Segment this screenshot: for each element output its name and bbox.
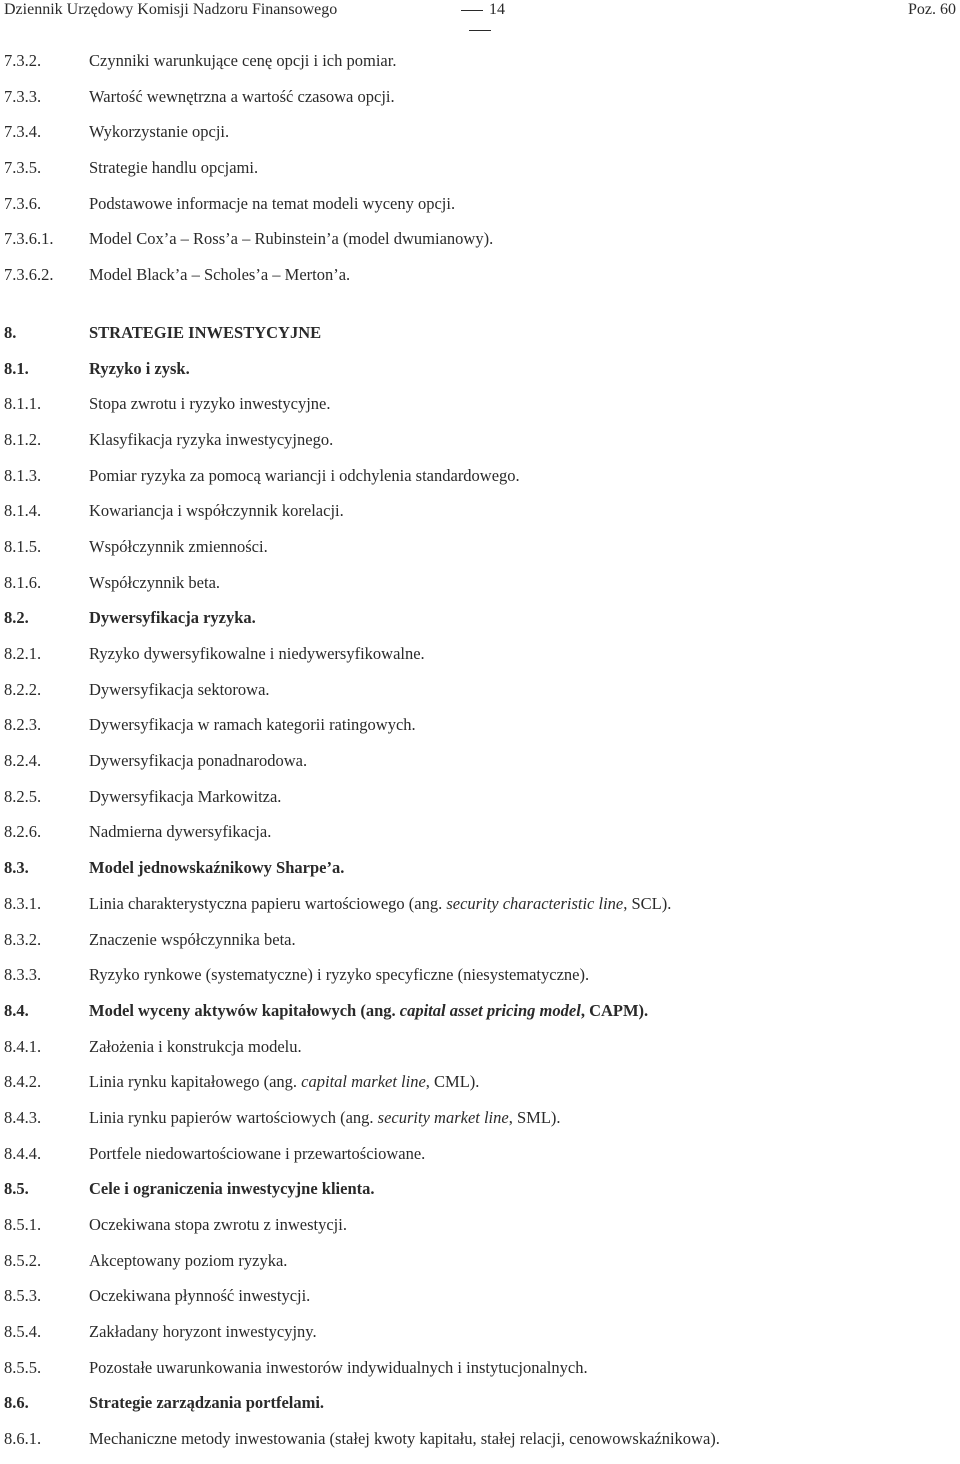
- toc-entry-number: 8.1.4.: [4, 501, 42, 521]
- toc-entry-title-italic: security characteristic line: [446, 893, 624, 913]
- toc-entry-title-part: Wartość wewnętrzna a wartość czasowa opcji.: [89, 86, 395, 106]
- toc-entry: [4, 1321, 944, 1357]
- toc-entry-number: 8.1.2.: [4, 429, 42, 449]
- toc-entry-title: [89, 1285, 310, 1307]
- toc-entry-title: [89, 643, 425, 665]
- toc-entry-number: 7.3.3.: [4, 86, 42, 106]
- toc-entry-number: 8.5.3.: [4, 1286, 42, 1306]
- toc-entry-title: [89, 1143, 425, 1165]
- page-number-text: 14: [489, 1, 505, 18]
- toc-entry-title: [89, 572, 220, 594]
- toc-entry: [4, 1036, 944, 1072]
- toc-entry-title-part: Współczynnik zmienności.: [89, 536, 268, 556]
- toc-entry-title-part: Czynniki warunkujące cenę opcji i ich pomiar.: [89, 51, 397, 70]
- toc-entry-number: 8.4.2.: [4, 1072, 42, 1092]
- toc-entry-title-part: Dywersyfikacja ponadnarodowa.: [89, 751, 308, 771]
- toc-entry: [4, 536, 944, 572]
- toc-entry: [4, 1071, 944, 1107]
- toc-entry-number: 8.4.1.: [4, 1036, 42, 1056]
- toc-entry-title: [89, 607, 256, 629]
- toc-entry-title: [89, 393, 331, 415]
- toc-entry-title-part: Linia charakterystyczna papieru wartościowego (ang.: [89, 893, 447, 913]
- toc-entry-title-part: Wykorzystanie opcji.: [89, 122, 230, 142]
- toc-entry-number: 8.5.1.: [4, 1215, 42, 1234]
- toc-entry-number: 7.3.6.2.: [4, 265, 54, 285]
- toc-entry-title: [89, 964, 589, 986]
- toc-entry-number: 8.2.2.: [4, 679, 42, 699]
- toc-entry-number: 8.5.2.: [4, 1250, 42, 1270]
- toc-entry: [4, 264, 944, 300]
- toc-entry: [4, 964, 944, 1000]
- toc-entry: [4, 358, 944, 394]
- toc-entry: [4, 500, 944, 536]
- toc-entry: [4, 228, 944, 264]
- toc-entry-number: 8.1.5.: [4, 536, 42, 556]
- toc-entry-title-part: , CML).: [425, 1072, 480, 1092]
- toc-entry-title: [89, 121, 229, 143]
- toc-entry-number: 8.2.3.: [4, 715, 42, 735]
- toc-entry-title-part: Założenia i konstrukcja modelu.: [89, 1036, 302, 1056]
- toc-entry-number: 8.2.4.: [4, 751, 42, 771]
- toc-entry-number: 8.3.1.: [4, 893, 42, 913]
- toc-entry-title-part: , SCL).: [623, 893, 672, 913]
- toc-entry: [4, 121, 944, 157]
- toc-entry-title-part: Znaczenie współczynnika beta.: [89, 929, 296, 949]
- toc-entry-title-part: Linia rynku papierów wartościowych (ang.: [89, 1107, 378, 1127]
- toc-entry-title-part: Akceptowany poziom ryzyka.: [89, 1250, 288, 1270]
- page-number: [440, 0, 520, 40]
- toc-entry-title-part: Ryzyko dywersyfikowalne i niedywersyfikowalne.: [89, 644, 425, 663]
- toc-entry-title: [89, 50, 396, 72]
- toc-entry-number: 8.2.6.: [4, 822, 42, 842]
- toc-entry-title: [89, 1000, 648, 1022]
- toc-entry-title-part: Model jednowskaźnikowy Sharpe’a.: [89, 858, 345, 878]
- toc-entry-title-part: , SML).: [508, 1107, 561, 1127]
- toc-entry-title-part: Nadmierna dywersyfikacja.: [89, 822, 272, 842]
- toc-entry-title-part: Oczekiwana stopa zwrotu z inwestycji.: [89, 1215, 347, 1234]
- toc-entry-title: [89, 1250, 287, 1272]
- toc-entry-number: 8.2.1.: [4, 644, 42, 663]
- dash-right: [469, 30, 491, 31]
- toc-entry-title: [89, 1036, 302, 1058]
- toc-entry: [4, 1000, 944, 1036]
- toc-entry-title-italic: security market line: [377, 1107, 509, 1127]
- toc-entry-title: [89, 893, 671, 915]
- toc-entry-title: [89, 193, 455, 215]
- toc-entry-title-part: Pomiar ryzyka za pomocą wariancji i odchylenia standardowego.: [89, 465, 520, 485]
- toc-entry: [4, 465, 944, 501]
- toc-entry: [4, 1285, 944, 1321]
- toc-entry-number: 7.3.5.: [4, 158, 42, 178]
- toc-entry-title-part: Podstawowe informacje na temat modeli wyceny opcji.: [89, 193, 456, 213]
- toc-entry-title-part: Dywersyfikacja ryzyka.: [89, 608, 256, 628]
- toc-entry-title: [89, 1392, 324, 1414]
- toc-entry-number: 7.3.6.1.: [4, 229, 54, 249]
- toc-entry-number: 8.6.1.: [4, 1429, 42, 1449]
- toc-entry: [4, 572, 944, 608]
- toc-entry-title: [89, 157, 258, 179]
- toc-entry-title-part: Strategie handlu opcjami.: [89, 158, 259, 178]
- toc-entry: [4, 429, 944, 465]
- toc-entry-number: 8.6.: [4, 1393, 29, 1413]
- toc-entry-number: 8.1.6.: [4, 572, 42, 592]
- toc-entry: [4, 1428, 944, 1464]
- toc-entry-title: [89, 1071, 479, 1093]
- toc-entry-number: 8.2.: [4, 608, 29, 628]
- toc-entry-title: [89, 322, 321, 344]
- toc-entry: [4, 157, 944, 193]
- toc-entry: [4, 857, 944, 893]
- toc-entry-title-part: , CAPM).: [580, 1000, 649, 1020]
- toc-entry-title-part: Współczynnik beta.: [89, 572, 221, 592]
- toc-entry: [4, 86, 944, 122]
- toc-entry-title-part: Model Cox’a – Ross’a – Rubinstein’a (model dwumianowy).: [89, 229, 494, 249]
- toc-entry-title-part: Portfele niedowartościowane i przewartościowane.: [89, 1143, 426, 1163]
- toc-entry-title: [89, 465, 520, 487]
- toc-entry-number: 8.: [4, 322, 17, 342]
- toc-entry-title: [89, 786, 281, 808]
- toc-entry-title-part: Kowariancja i współczynnik korelacji.: [89, 501, 344, 521]
- toc-entry: [4, 821, 944, 857]
- toc-entry: [4, 393, 944, 429]
- toc-entry-title: [89, 929, 296, 951]
- toc-entry-number: 8.5.: [4, 1179, 29, 1199]
- toc-entry: [4, 679, 944, 715]
- toc-entry-title-part: Ryzyko rynkowe (systematyczne) i ryzyko specyficzne (niesystematyczne).: [89, 965, 590, 985]
- toc-entry-title-part: Cele i ograniczenia inwestycyjne klienta.: [89, 1179, 375, 1199]
- toc-entry: [4, 607, 944, 643]
- toc-entry-title: [89, 714, 416, 736]
- toc-entry-title-part: Pozostałe uwarunkowania inwestorów indywidualnych i instytucjonalnych.: [89, 1357, 588, 1377]
- toc-entry-number: 8.4.3.: [4, 1107, 42, 1127]
- toc-entry-number: 8.2.5.: [4, 786, 42, 806]
- toc-entry-title: [89, 228, 493, 250]
- toc-entry: [4, 714, 944, 750]
- toc-entry-number: 7.3.2.: [4, 51, 42, 70]
- toc-entry: [4, 786, 944, 822]
- toc-entry-title: [89, 358, 190, 380]
- toc-entry-title-italic: capital asset pricing model: [399, 1000, 581, 1020]
- toc-entry-title: [89, 500, 344, 522]
- page-header: [0, 0, 960, 24]
- toc-entry: [4, 50, 944, 86]
- toc-entry: [4, 322, 944, 358]
- position-number: Poz. 60: [908, 1, 956, 18]
- toc-entry-title-part: Mechaniczne metody inwestowania (stałej kwoty kapitału, stałej relacji, cenowowskaźnikowa).: [89, 1429, 720, 1449]
- toc-entry: [4, 643, 944, 679]
- toc-entry-title-part: Ryzyko i zysk.: [89, 358, 190, 378]
- toc-entry-title: [89, 1178, 375, 1200]
- toc-entry-title-part: Oczekiwana płynność inwestycji.: [89, 1286, 311, 1306]
- toc-entry: [4, 1107, 944, 1143]
- toc-entry-number: 8.3.3.: [4, 965, 42, 985]
- toc-entry-title-part: Linia rynku kapitałowego (ang.: [89, 1072, 302, 1092]
- toc-entry-title: [89, 1321, 317, 1343]
- toc-entry-title: [89, 86, 395, 108]
- toc-entry: [4, 1357, 944, 1393]
- toc-entry-title: [89, 264, 350, 286]
- toc-entry: [4, 893, 944, 929]
- toc-entry-title: [89, 679, 270, 701]
- toc-entry-number: 8.1.: [4, 358, 29, 378]
- toc-entry-title-italic: capital market line: [301, 1072, 426, 1092]
- toc-entry: [4, 1214, 944, 1250]
- table-of-contents: [4, 50, 944, 1464]
- toc-entry: [4, 1178, 944, 1214]
- toc-entry-title-part: Model Black’a – Scholes’a – Merton’a.: [89, 265, 351, 285]
- toc-entry-number: 8.4.4.: [4, 1143, 42, 1163]
- toc-entry-number: 7.3.6.: [4, 193, 42, 213]
- toc-entry-title-part: Dywersyfikacja w ramach kategorii ratingowych.: [89, 715, 416, 735]
- toc-entry-title-part: Model wyceny aktywów kapitałowych (ang.: [89, 1000, 400, 1020]
- toc-entry-number: 8.1.1.: [4, 394, 42, 414]
- toc-entry-number: 8.1.3.: [4, 465, 42, 485]
- toc-entry-number: 8.4.: [4, 1000, 29, 1020]
- toc-entry-title: [89, 1107, 561, 1129]
- toc-entry: [4, 1392, 944, 1428]
- toc-entry-title-part: Dywersyfikacja Markowitza.: [89, 786, 282, 806]
- toc-entry-title: [89, 1214, 347, 1236]
- toc-entry-title: [89, 750, 307, 772]
- toc-entry-number: 8.5.5.: [4, 1357, 42, 1377]
- toc-entry: [4, 1143, 944, 1179]
- toc-entry-title: [89, 857, 344, 879]
- toc-entry-number: 8.3.2.: [4, 929, 42, 949]
- toc-entry-number: 8.5.4.: [4, 1322, 42, 1342]
- toc-entry-title-part: Dywersyfikacja sektorowa.: [89, 679, 270, 699]
- toc-entry-title-part: STRATEGIE INWESTYCYJNE: [89, 322, 322, 342]
- journal-title: Dziennik Urzędowy Komisji Nadzoru Finansowego: [4, 1, 338, 18]
- toc-entry-title: [89, 1357, 588, 1379]
- toc-entry: [4, 929, 944, 965]
- toc-entry-title: [89, 429, 333, 451]
- toc-entry-title: [89, 821, 271, 843]
- toc-entry-title: [89, 536, 268, 558]
- dash-left: [461, 10, 483, 11]
- toc-entry-title-part: Stopa zwrotu i ryzyko inwestycyjne.: [89, 394, 331, 414]
- toc-entry-number: 8.3.: [4, 858, 29, 878]
- toc-entry: [4, 1250, 944, 1286]
- toc-entry-number: 7.3.4.: [4, 122, 42, 142]
- toc-entry: [4, 750, 944, 786]
- toc-entry-title-part: Zakładany horyzont inwestycyjny.: [89, 1322, 317, 1342]
- toc-entry-title-part: Strategie zarządzania portfelami.: [89, 1393, 325, 1413]
- toc-entry: [4, 193, 944, 229]
- toc-entry-title-part: Klasyfikacja ryzyka inwestycyjnego.: [89, 429, 334, 449]
